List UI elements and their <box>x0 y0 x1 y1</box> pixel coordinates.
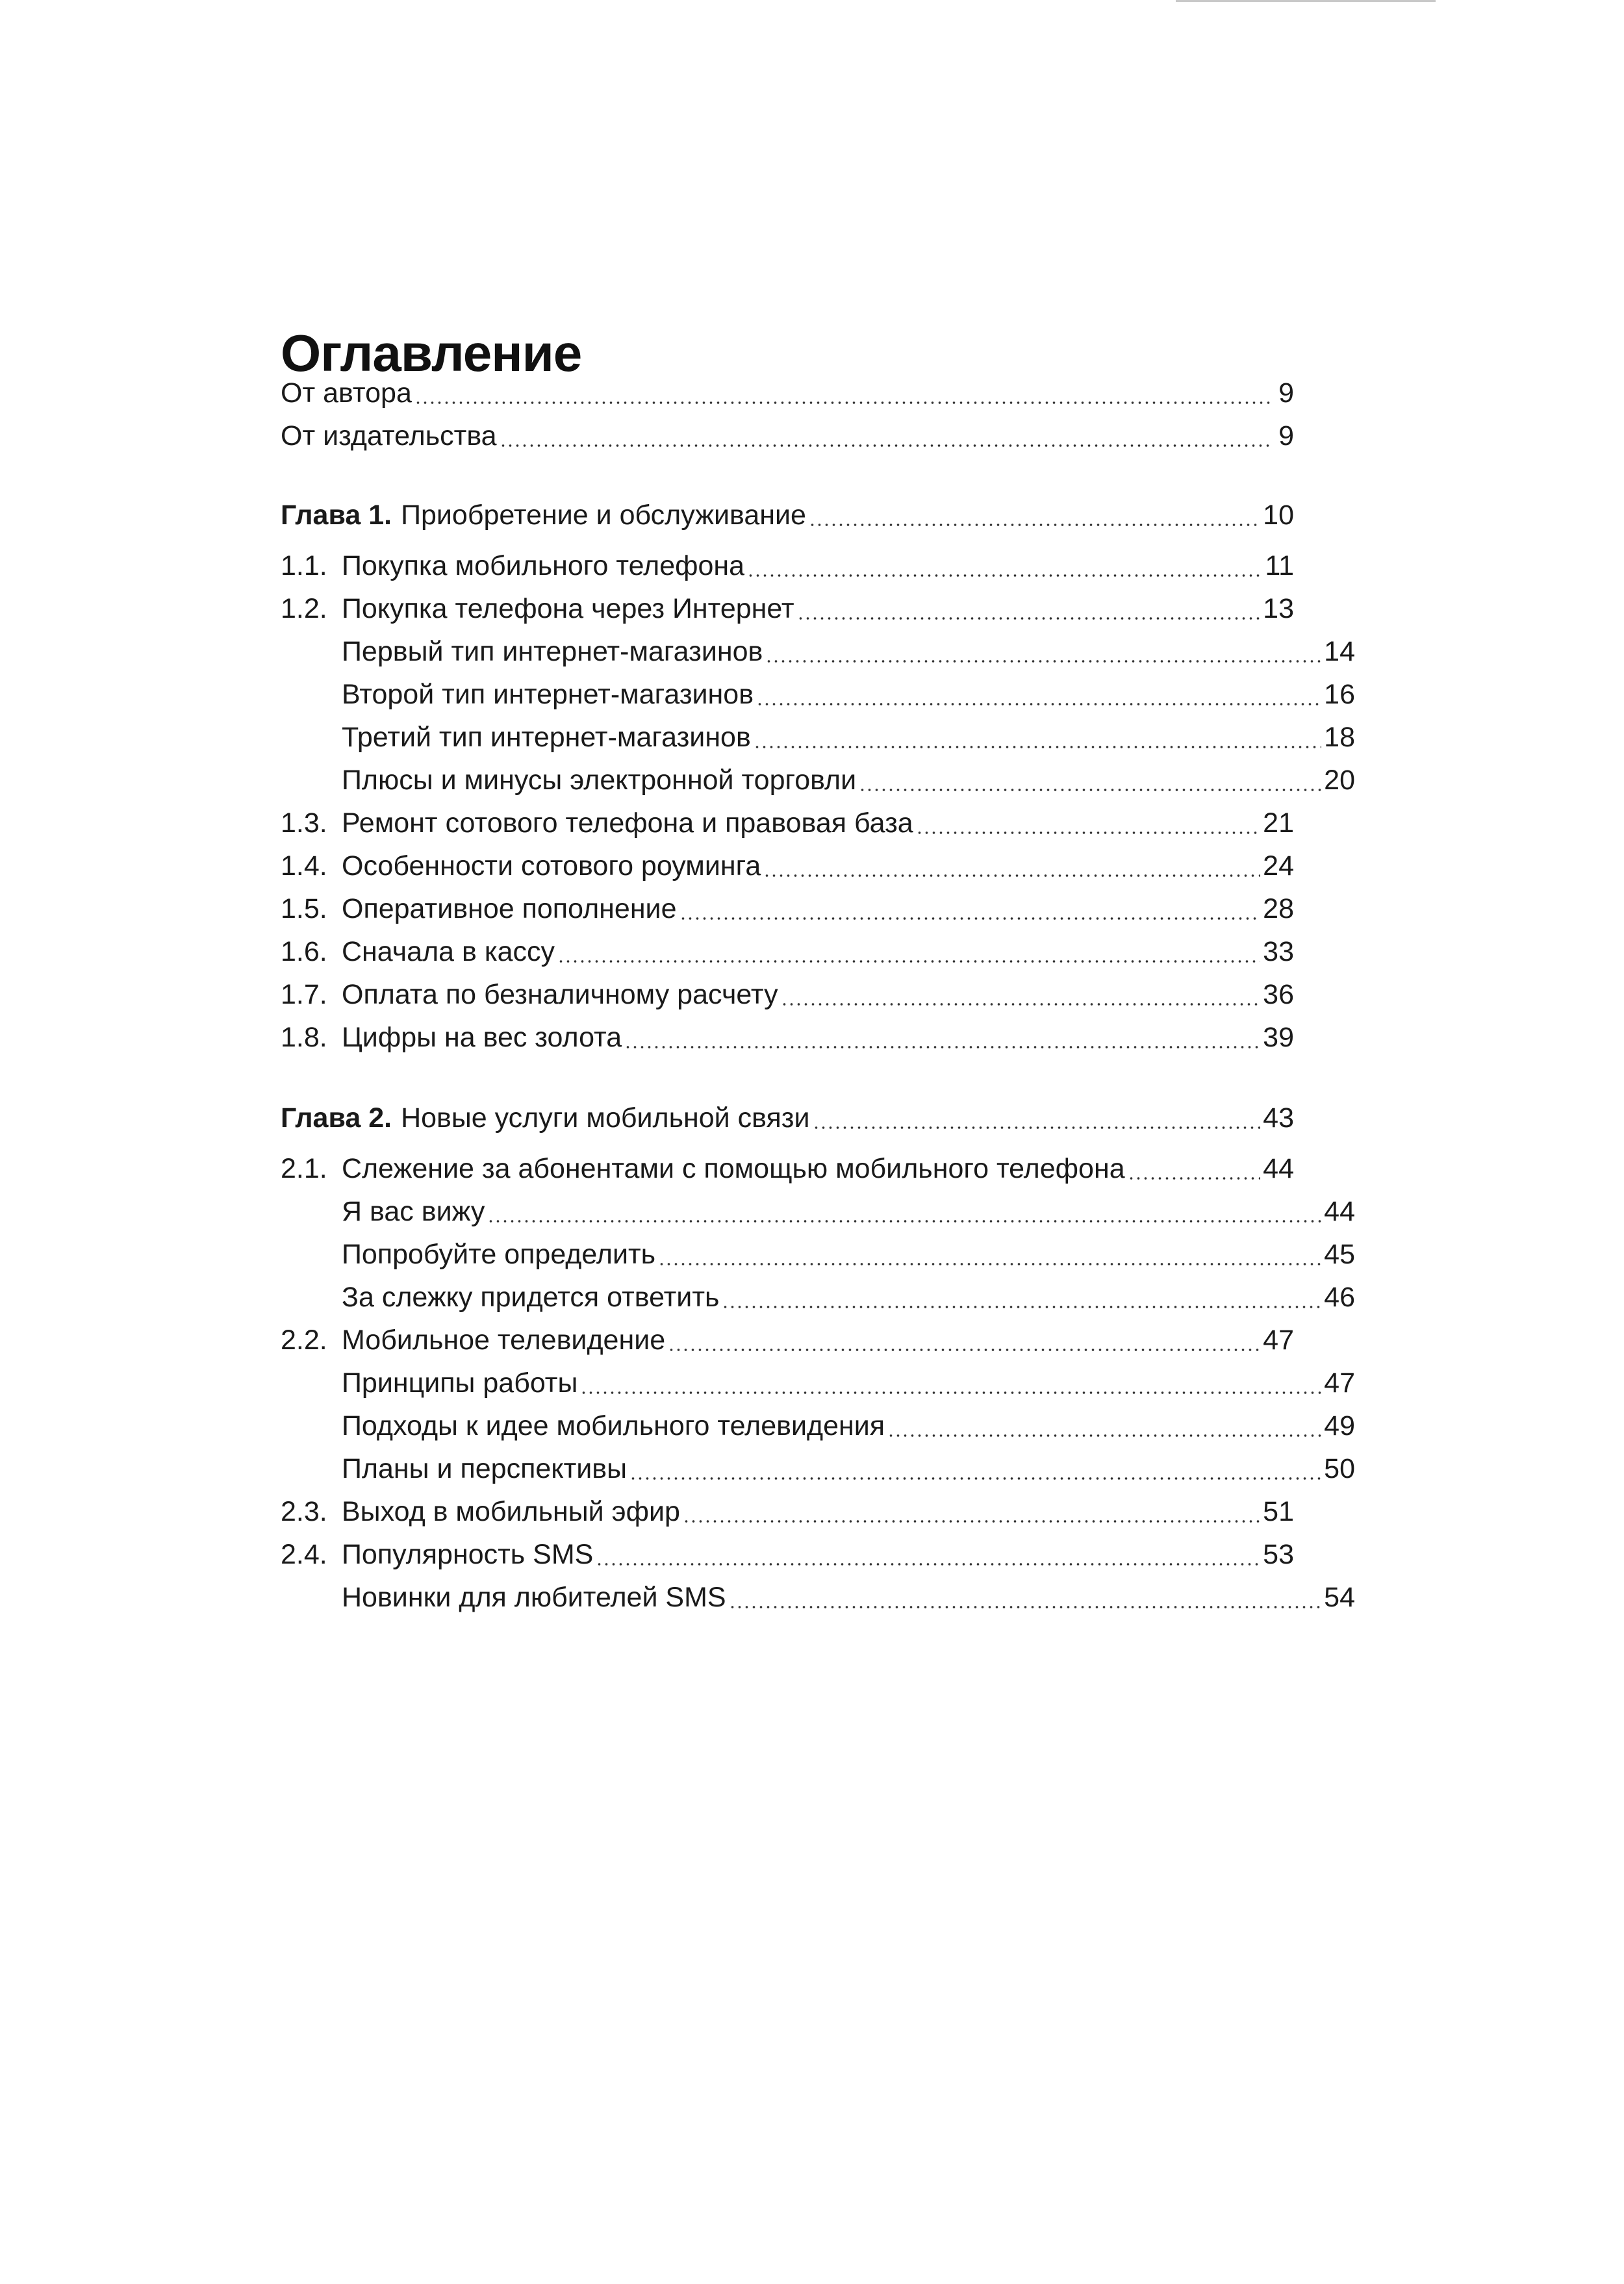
toc-page-number: 10 <box>1263 500 1294 531</box>
toc-subentry[interactable] <box>281 1362 1355 1404</box>
dot-leader <box>668 1349 1260 1351</box>
toc-entry-label: Сначала в кассу <box>342 936 555 967</box>
dot-leader <box>781 1003 1261 1006</box>
section-number: 2.1. <box>281 1153 327 1184</box>
dot-leader <box>809 524 1260 526</box>
chapter-number: Глава 2. <box>281 1102 392 1134</box>
section-number: 2.3. <box>281 1496 327 1527</box>
dot-leader <box>683 1520 1260 1523</box>
toc-entry-label: Плюсы и минусы электронной торговли <box>342 765 857 796</box>
toc-entry-label: От автора <box>281 377 412 409</box>
toc-entry-label: Оплата по безналичному расчету <box>342 979 778 1010</box>
dot-leader <box>859 789 1321 791</box>
section-number: 1.5. <box>281 893 327 924</box>
toc-page-number: 44 <box>1263 1153 1294 1184</box>
toc-entry-from-publisher[interactable] <box>281 414 1294 457</box>
toc-entry-label: Третий тип интернет-магазинов <box>342 722 751 753</box>
toc-page-number: 36 <box>1263 979 1294 1010</box>
toc-entry[interactable] <box>281 587 1294 630</box>
toc-subentry[interactable] <box>281 1276 1355 1319</box>
section-number: 1.7. <box>281 979 327 1010</box>
toc-entry-label: Оперативное пополнение <box>342 893 677 924</box>
toc-page-number: 53 <box>1263 1539 1294 1570</box>
dot-leader <box>747 574 1262 577</box>
toc-page-number: 47 <box>1263 1325 1294 1356</box>
toc-entry-label: Популярность SMS <box>342 1539 594 1570</box>
toc-entry[interactable] <box>281 1533 1294 1576</box>
toc-entry[interactable] <box>281 973 1294 1016</box>
toc-entry-label: За слежку придется ответить <box>342 1282 720 1313</box>
toc-entry-label: Планы и перспективы <box>342 1453 628 1484</box>
toc-entry-label: Попробуйте определить <box>342 1239 656 1270</box>
section-number: 1.6. <box>281 936 327 967</box>
toc-subentry[interactable] <box>281 759 1355 802</box>
toc-subentry[interactable] <box>281 1576 1355 1619</box>
dot-leader <box>487 1220 1321 1223</box>
toc-page-number: 49 <box>1324 1410 1355 1441</box>
toc-page-number: 33 <box>1263 936 1294 967</box>
toc-page-number: 21 <box>1263 807 1294 839</box>
toc-page-number: 9 <box>1278 377 1294 409</box>
section-number: 1.2. <box>281 593 327 624</box>
toc-page-number: 18 <box>1324 722 1355 753</box>
toc-page-number: 46 <box>1324 1282 1355 1313</box>
toc-entry-label: Подходы к идее мобильного телевидения <box>342 1410 885 1441</box>
toc-entry-label: Первый тип интернет-магазинов <box>342 636 763 667</box>
toc-page-number: 39 <box>1263 1022 1294 1053</box>
chapter-number: Глава 1. <box>281 500 392 531</box>
section-number: 1.1. <box>281 550 327 581</box>
dot-leader <box>500 444 1272 447</box>
dot-leader <box>916 831 1260 834</box>
toc-entry-label: Выход в мобильный эфир <box>342 1496 680 1527</box>
dot-leader <box>754 746 1321 748</box>
toc-page-number: 24 <box>1263 850 1294 882</box>
toc-entry[interactable] <box>281 1319 1294 1362</box>
dot-leader <box>679 917 1261 920</box>
toc-entry-label: Я вас вижу <box>342 1196 485 1227</box>
toc-page-number: 20 <box>1324 765 1355 796</box>
dot-leader <box>756 703 1321 705</box>
toc-entry-label: Новинки для любителей SMS <box>342 1582 726 1613</box>
toc-page-number: 47 <box>1324 1367 1355 1399</box>
dot-leader <box>596 1563 1260 1566</box>
toc-page-number: 44 <box>1324 1196 1355 1227</box>
toc-entry[interactable] <box>281 802 1294 844</box>
toc-entry-label: Слежение за абонентами с помощью мобильного телефона <box>342 1153 1125 1184</box>
toc-subentry[interactable] <box>281 630 1355 673</box>
toc-entry-label: Цифры на вес золота <box>342 1022 622 1053</box>
dot-leader <box>629 1477 1321 1480</box>
toc-subentry[interactable] <box>281 1447 1355 1490</box>
dot-leader <box>1128 1177 1261 1180</box>
toc-page-number: 14 <box>1324 636 1355 667</box>
toc-entry[interactable] <box>281 887 1294 930</box>
section-number: 2.2. <box>281 1325 327 1356</box>
dot-leader <box>797 617 1261 620</box>
dot-leader <box>887 1434 1321 1437</box>
section-number: 1.4. <box>281 850 327 882</box>
dot-leader <box>624 1046 1260 1048</box>
toc-entry-label: Покупка мобильного телефона <box>342 550 745 581</box>
toc-entry-from-author[interactable] <box>281 372 1294 414</box>
toc-page-number: 13 <box>1263 593 1294 624</box>
toc-page-number: 54 <box>1324 1582 1355 1613</box>
section-number: 1.8. <box>281 1022 327 1053</box>
toc-entry-label: Новые услуги мобильной связи <box>401 1102 810 1134</box>
toc-page-number: 50 <box>1324 1453 1355 1484</box>
toc-entry-label: Ремонт сотового телефона и правовая база <box>342 807 913 839</box>
toc-entry[interactable] <box>281 544 1294 587</box>
toc-page-number: 43 <box>1263 1102 1294 1134</box>
toc-page-number: 45 <box>1324 1239 1355 1270</box>
toc-page-number: 51 <box>1263 1496 1294 1527</box>
dot-leader <box>580 1391 1321 1394</box>
toc-entry-label: От издательства <box>281 420 497 451</box>
section-number: 2.4. <box>281 1539 327 1570</box>
toc-entry-label: Покупка телефона через Интернет <box>342 593 794 624</box>
toc-entry-label: Приобретение и обслуживание <box>401 500 806 531</box>
toc-entry[interactable] <box>281 930 1294 973</box>
dot-leader <box>765 660 1321 663</box>
toc-page-number: 28 <box>1263 893 1294 924</box>
toc-subentry[interactable] <box>281 1190 1355 1233</box>
toc-entry-label: Принципы работы <box>342 1367 578 1399</box>
toc-chapter-1[interactable] <box>281 494 1294 537</box>
dot-leader <box>722 1306 1321 1308</box>
dot-leader <box>414 401 1272 404</box>
toc-entry[interactable] <box>281 1016 1294 1059</box>
dot-leader <box>813 1126 1261 1129</box>
dot-leader <box>557 960 1260 963</box>
toc-page-number: 16 <box>1324 679 1355 710</box>
dot-leader <box>763 874 1260 877</box>
section-number: 1.3. <box>281 807 327 839</box>
toc-entry-label: Мобильное телевидение <box>342 1325 666 1356</box>
toc-subentry[interactable] <box>281 716 1355 759</box>
toc-subentry[interactable] <box>281 1404 1355 1447</box>
toc-page-number: 9 <box>1278 420 1294 451</box>
toc-entry-label: Особенности сотового роуминга <box>342 850 761 882</box>
toc-chapter-2[interactable] <box>281 1097 1294 1139</box>
page-title: Оглавление <box>281 324 582 382</box>
toc-subentry[interactable] <box>281 1233 1355 1276</box>
dot-leader <box>658 1263 1321 1265</box>
toc-entry[interactable] <box>281 844 1294 887</box>
toc-page-number: 11 <box>1265 550 1294 581</box>
toc-entry[interactable] <box>281 1147 1294 1190</box>
toc-subentry[interactable] <box>281 673 1355 716</box>
toc-entry[interactable] <box>281 1490 1294 1533</box>
toc-entry-label: Второй тип интернет-магазинов <box>342 679 754 710</box>
dot-leader <box>729 1606 1322 1608</box>
